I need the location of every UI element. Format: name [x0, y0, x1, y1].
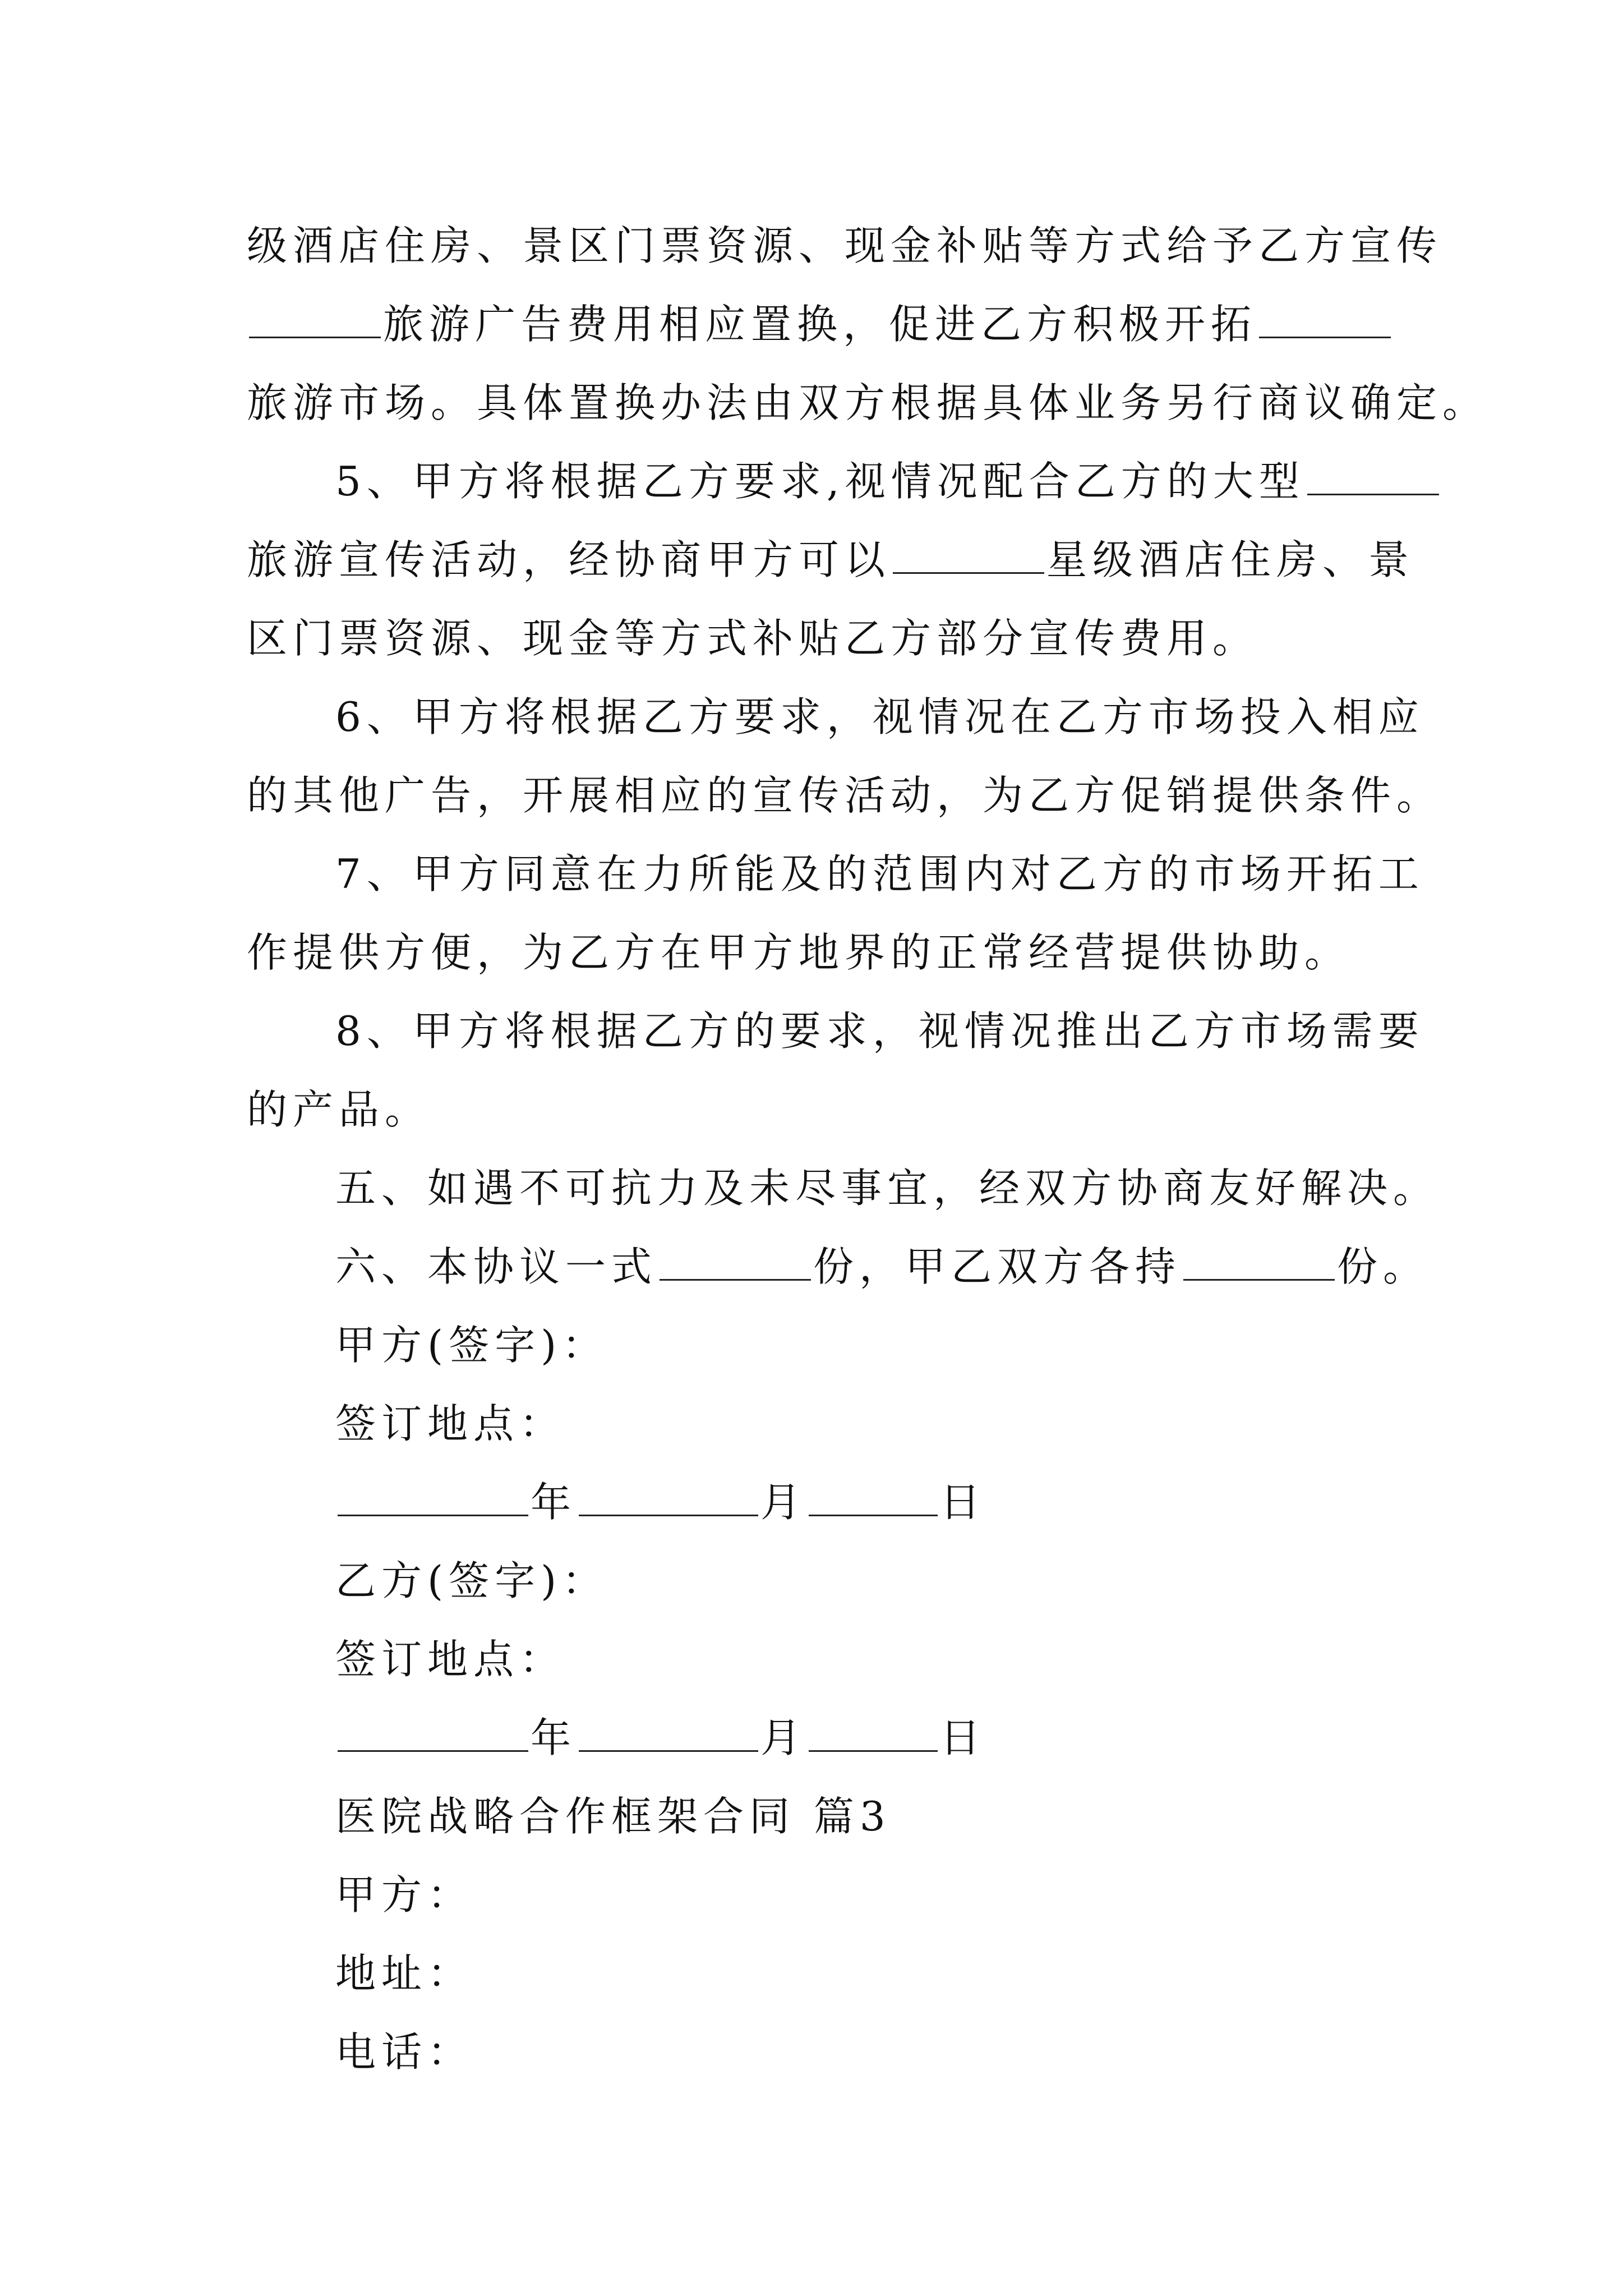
address-label	[335, 1940, 1507, 2007]
fill-blank	[338, 1478, 528, 1516]
paragraph-line	[335, 1233, 1507, 1300]
line-text: 乙方(签字)：	[335, 1557, 608, 1604]
line-text: 六、本协议一式	[335, 1243, 658, 1290]
fill-blank	[1183, 1242, 1335, 1281]
section-heading	[335, 1783, 1507, 1850]
line-text: 旅游市场。具体置换办法由双方根据具体业务另行商议确定。	[247, 379, 1489, 426]
line-text: 签订地点：	[335, 1400, 566, 1447]
line-text: 甲方：	[335, 1871, 474, 1918]
fill-blank	[249, 300, 381, 338]
date-day-unit: 日	[940, 1479, 986, 1526]
paragraph-line	[247, 762, 1443, 829]
paragraph-line	[247, 291, 1419, 358]
line-text: 作提供方便，为乙方在甲方地界的正常经营提供协助。	[247, 929, 1351, 976]
fill-blank	[809, 1478, 938, 1516]
party-a-label	[335, 1861, 1507, 1929]
signing-place-label	[335, 1626, 1507, 1693]
fill-blank	[579, 1478, 758, 1516]
fill-blank	[1307, 457, 1439, 495]
line-text: 旅游宣传活动，经协商甲方可以	[247, 536, 891, 583]
paragraph-line	[247, 212, 1443, 279]
line-text: 区门票资源、现金等方式补贴乙方部分宣传费用。	[247, 615, 1259, 662]
date-year-unit: 年	[531, 1714, 577, 1761]
line-text: 星级酒店住房、景	[1046, 536, 1415, 583]
paragraph-line	[247, 526, 1419, 593]
line-text: 签订地点：	[335, 1636, 566, 1683]
line-text: 6、甲方将根据乙方要求，视情况在乙方市场投入相应	[335, 693, 1424, 740]
fill-blank	[1259, 300, 1391, 338]
line-text: 级酒店住房、景区门票资源、现金补贴等方式给予乙方宣传	[247, 222, 1443, 269]
line-text: 8、甲方将根据乙方的要求，视情况推出乙方市场需要	[335, 1007, 1424, 1055]
line-text: 7、甲方同意在力所能及的范围内对乙方的市场开拓工	[335, 850, 1424, 898]
paragraph-line	[247, 1076, 1419, 1143]
paragraph-line	[335, 1154, 1507, 1222]
fill-blank	[893, 535, 1044, 574]
line-text: 份。	[1337, 1243, 1430, 1290]
line-text: 的产品。	[247, 1086, 431, 1133]
line-text: 医院战略合作框架合同 篇3	[335, 1793, 891, 1840]
signature-label-party-b	[335, 1547, 1507, 1614]
fill-blank	[338, 1713, 528, 1752]
line-text: 地址：	[335, 1950, 474, 1997]
line-text: 五、如遇不可抗力及未尽事宜，经双方协商友好解决。	[335, 1165, 1440, 1212]
line-text: 电话：	[335, 2028, 474, 2076]
paragraph-line	[247, 369, 1489, 436]
date-year-unit: 年	[531, 1479, 577, 1526]
fill-blank	[809, 1713, 938, 1752]
paragraph-line	[335, 840, 1507, 908]
fill-blank	[660, 1242, 811, 1281]
paragraph-line	[335, 997, 1507, 1065]
date-line	[335, 1704, 1507, 1772]
line-text: 甲方(签字)：	[335, 1322, 608, 1369]
date-day-unit: 日	[940, 1714, 986, 1761]
line-text: 的其他广告，开展相应的宣传活动，为乙方促销提供条件。	[247, 772, 1443, 819]
line-text: 份，甲乙双方各持	[813, 1243, 1182, 1290]
paragraph-line	[335, 448, 1507, 515]
phone-label	[335, 2018, 1507, 2086]
line-text: 旅游广告费用相应置换，促进乙方积极开拓	[383, 301, 1257, 348]
date-line	[335, 1469, 1507, 1536]
date-month-unit: 月	[760, 1714, 807, 1761]
fill-blank	[579, 1713, 758, 1752]
date-month-unit: 月	[760, 1479, 807, 1526]
paragraph-line	[335, 683, 1507, 751]
line-text: 5、甲方将根据乙方要求,视情况配合乙方的大型	[335, 458, 1305, 505]
signature-label-party-a	[335, 1312, 1507, 1379]
signing-place-label	[335, 1390, 1507, 1457]
paragraph-line	[247, 605, 1419, 672]
paragraph-line	[247, 919, 1419, 986]
